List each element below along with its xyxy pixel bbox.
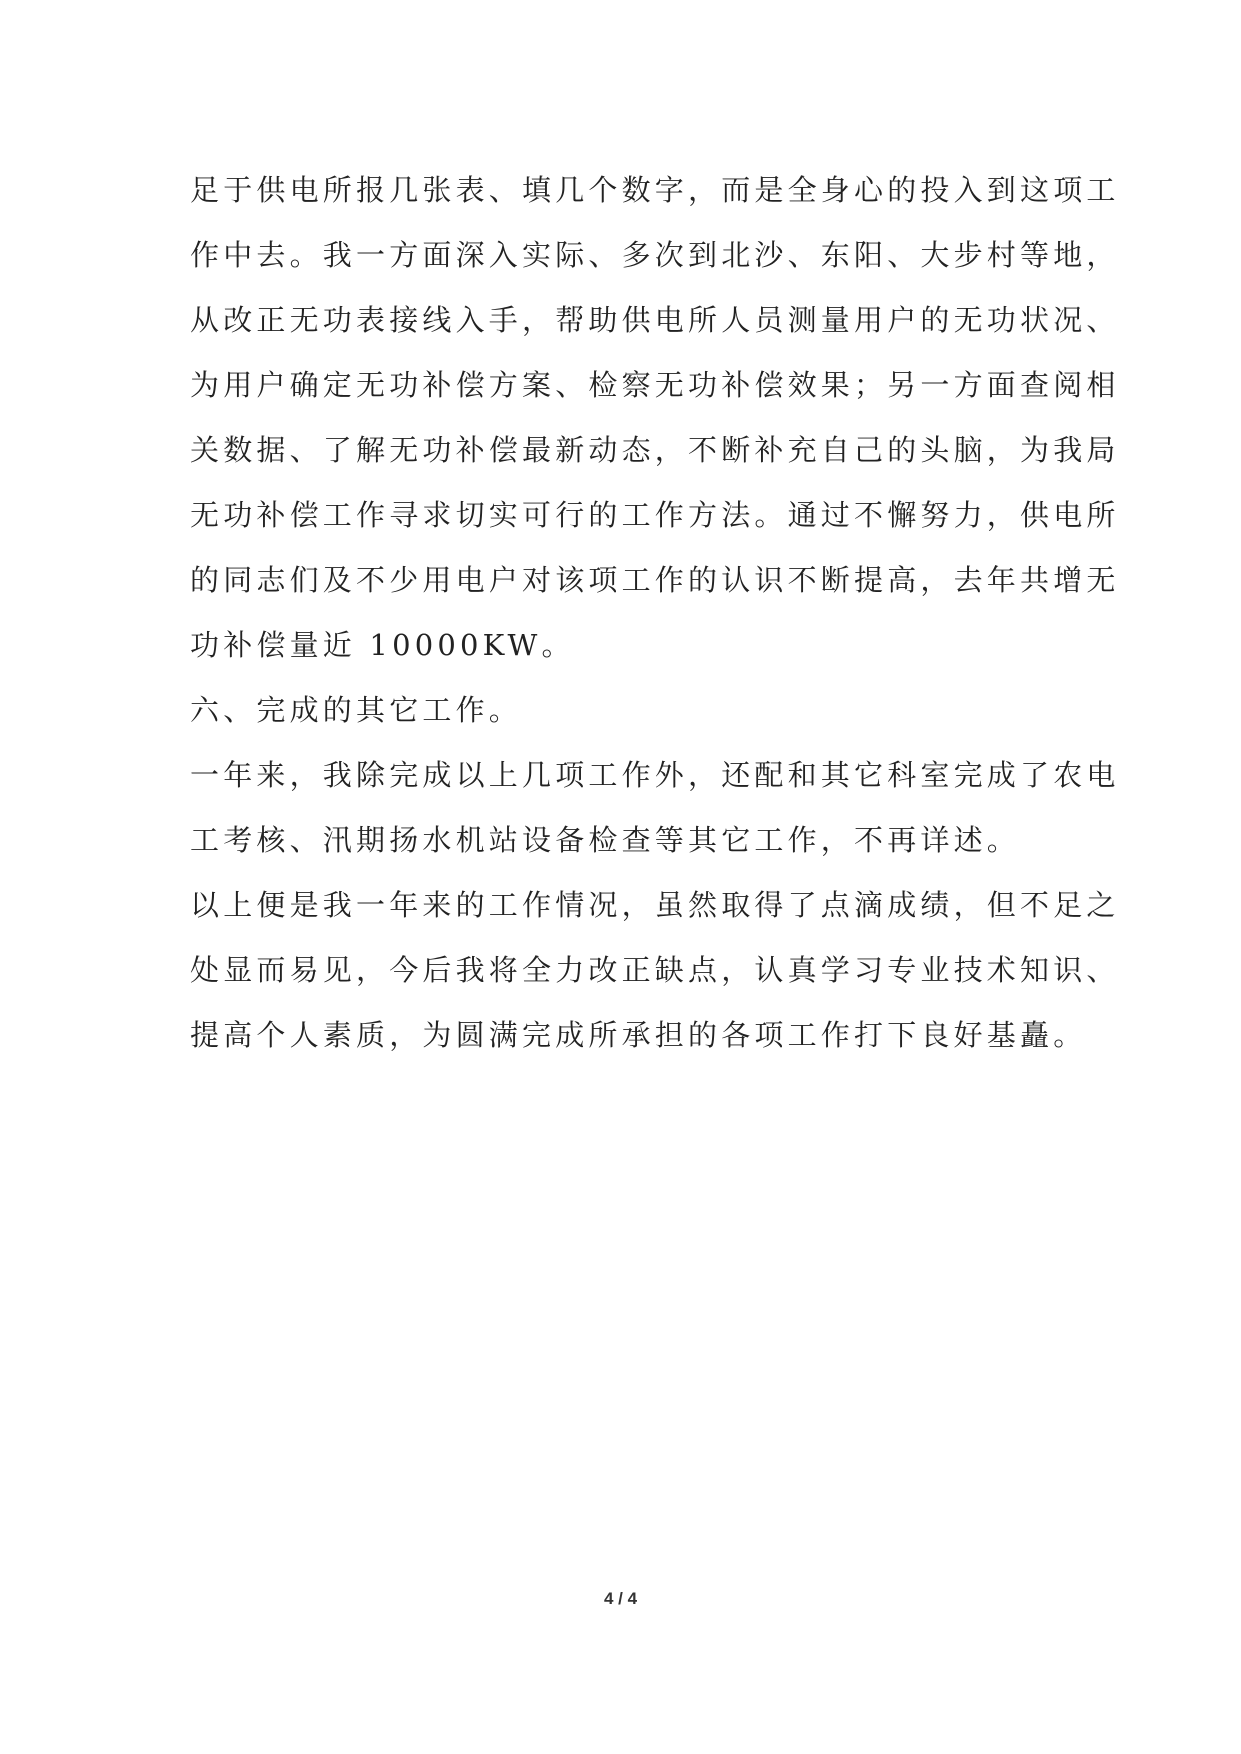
text-line: 以上便是我一年来的工作情况，虽然取得了点滴成绩，但不足之 xyxy=(190,888,1120,922)
page-number: 4 / 4 xyxy=(603,1589,638,1608)
text-line: 工考核、汛期扬水机站设备检查等其它工作，不再详述。 xyxy=(190,823,1021,857)
text-line: 足于供电所报几张表、填几个数字，而是全身心的投入到这项工 xyxy=(190,173,1120,207)
body-text xyxy=(190,158,1120,1068)
text-line: 为用户确定无功补偿方案、检察无功补偿效果；另一方面查阅相 xyxy=(190,368,1120,402)
text-line: 处显而易见，今后我将全力改正缺点，认真学习专业技术知识、 xyxy=(190,953,1120,987)
text-line: 一年来，我除完成以上几项工作外，还配和其它科室完成了农电 xyxy=(190,758,1120,792)
text-line: 作中去。我一方面深入实际、多次到北沙、东阳、大步村等地， xyxy=(190,238,1120,272)
text-line: 的同志们及不少用电户对该项工作的认识不断提高，去年共增无 xyxy=(190,563,1120,597)
text-line: 从改正无功表接线入手，帮助供电所人员测量用户的无功状况、 xyxy=(190,303,1120,337)
text-line: 关数据、了解无功补偿最新动态，不断补充自己的头脑，为我局 xyxy=(190,433,1120,467)
text-line: 无功补偿工作寻求切实可行的工作方法。通过不懈努力，供电所 xyxy=(190,498,1120,532)
text-line: 提高个人素质，为圆满完成所承担的各项工作打下良好基矗。 xyxy=(190,1018,1087,1052)
text-line: 功补偿量近 10000KW。 xyxy=(190,628,575,662)
section-heading: 六、完成的其它工作。 xyxy=(190,693,523,727)
